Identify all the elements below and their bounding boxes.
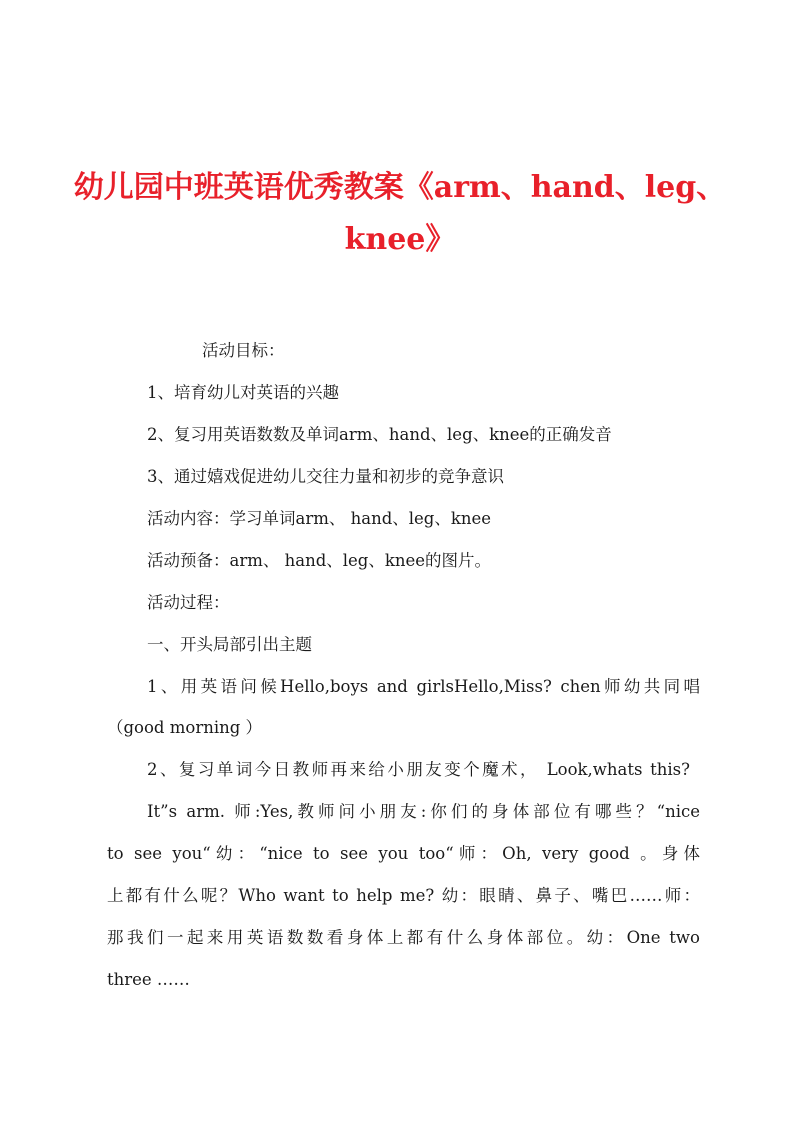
activity-preparation: 活动预备：arm、 hand、leg、knee的图片。 bbox=[147, 551, 492, 570]
paragraph-line: It”s arm. 师:Yes,教师问小朋友:你们的身体部位有哪些？“nice bbox=[147, 802, 700, 821]
paragraph-line: 那我们一起来用英语数数看身体上都有什么身体部位。幼：One two bbox=[107, 928, 700, 947]
goal-item-2: 2、复习用英语数数及单词arm、hand、leg、knee的正确发音 bbox=[147, 425, 612, 444]
paragraph-line: 1、用英语问候Hello,boys and girlsHello,Miss? chen师幼共同唱 bbox=[147, 677, 700, 696]
section-heading-goals: 活动目标： bbox=[202, 341, 285, 360]
activity-content: 活动内容：学习单词arm、 hand、leg、knee bbox=[147, 509, 492, 528]
goal-item-1: 1、培育幼儿对英语的兴趣 bbox=[147, 383, 339, 402]
section-heading-process: 活动过程： bbox=[147, 593, 230, 612]
process-part-1-heading: 一、开头局部引出主题 bbox=[147, 635, 312, 654]
goal-item-3: 3、通过嬉戏促进幼儿交往力量和初步的竞争意识 bbox=[147, 467, 504, 486]
document-title-line-2: knee》 bbox=[344, 222, 456, 257]
paragraph-line: 上都有什么呢？Who want to help me? 幼：眼睛、鼻子、嘴巴……师： bbox=[107, 886, 700, 905]
paragraph-line: 2、复习单词今日教师再来给小朋友变个魔术， Look,whats this? bbox=[147, 760, 690, 779]
paragraph-line: to see you“幼：“nice to see you too“师：Oh, very good 。身体 bbox=[107, 844, 700, 863]
document-title-line-1: 幼儿园中班英语优秀教案《arm、hand、leg、 bbox=[73, 170, 727, 205]
paragraph-line: three …… bbox=[107, 970, 190, 989]
paragraph-line: （good morning ） bbox=[107, 718, 263, 737]
